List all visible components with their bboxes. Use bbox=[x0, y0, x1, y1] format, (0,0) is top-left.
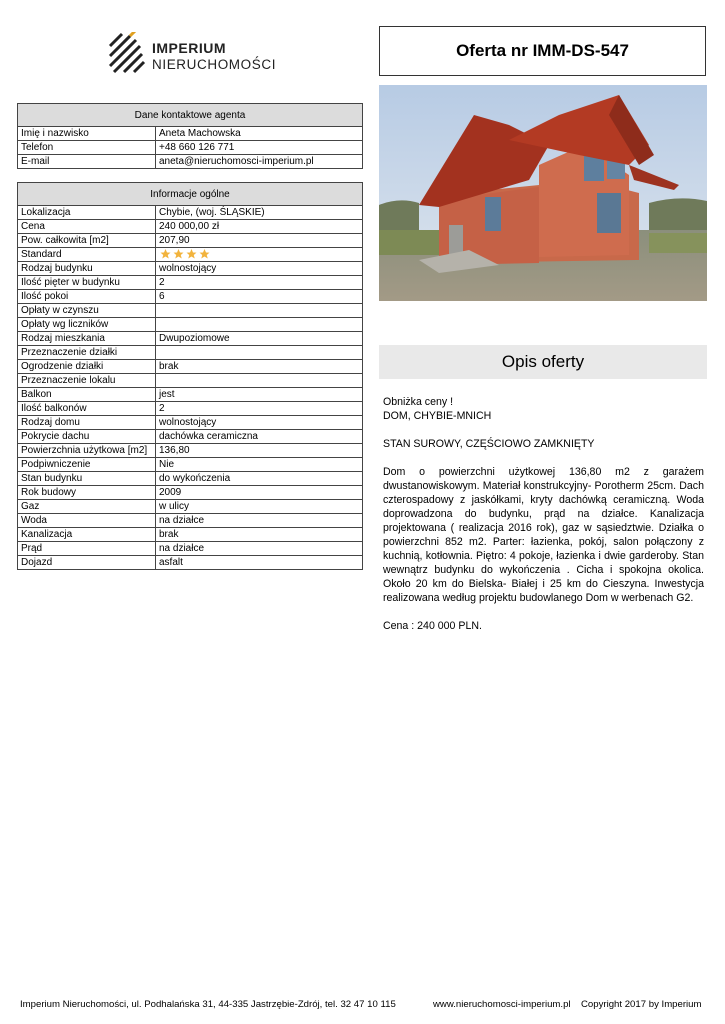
table-row bbox=[18, 542, 363, 556]
description-line-location: DOM, CHYBIE-MNICH bbox=[383, 410, 492, 422]
info-field-value: do wykończenia bbox=[156, 472, 363, 486]
logo-mark-icon bbox=[108, 32, 148, 76]
info-field-value: na działce bbox=[156, 514, 363, 528]
description-body bbox=[383, 395, 704, 647]
table-row bbox=[18, 486, 363, 500]
info-field-label: Kanalizacja bbox=[18, 528, 156, 542]
agent-field-label: Imię i nazwisko bbox=[18, 127, 156, 141]
info-field-value: asfalt bbox=[156, 556, 363, 570]
table-row bbox=[18, 388, 363, 402]
table-row bbox=[18, 276, 363, 290]
info-field-value bbox=[156, 304, 363, 318]
info-field-value bbox=[156, 346, 363, 360]
table-row bbox=[18, 262, 363, 276]
info-field-label: Podpiwniczenie bbox=[18, 458, 156, 472]
table-row bbox=[18, 528, 363, 542]
info-field-label: Cena bbox=[18, 220, 156, 234]
info-field-value: wolnostojący bbox=[156, 262, 363, 276]
info-field-value: na działce bbox=[156, 542, 363, 556]
info-field-value: 6 bbox=[156, 290, 363, 304]
property-photo bbox=[379, 85, 707, 301]
star-icon bbox=[198, 248, 211, 260]
table-row bbox=[18, 416, 363, 430]
table-row bbox=[18, 402, 363, 416]
table-row bbox=[18, 234, 363, 248]
info-field-label: Rodzaj budynku bbox=[18, 262, 156, 276]
info-field-value: brak bbox=[156, 360, 363, 374]
agent-field-label: Telefon bbox=[18, 141, 156, 155]
table-row bbox=[18, 556, 363, 570]
logo-text-nieruchomosci: NIERUCHOMOŚCI bbox=[152, 57, 277, 72]
offer-title: Oferta nr IMM-DS-547 bbox=[456, 41, 629, 60]
star-icon bbox=[159, 248, 172, 260]
footer-address: Imperium Nieruchomości, ul. Podhalańska 31, 44-335 Jastrzębie-Zdrój, tel. 32 47 10 115 bbox=[20, 999, 396, 1010]
description-text: Dom o powierzchni użytkowej 136,80 m2 z garażem dwustanowiskowym. Materiał konstrukcyjny- Porotherm 25cm. Dach czterospadowy z jaskółkami, kryty dachówką ceramiczną. Woda doprowadzona do budynku, prąd na działce. Kanalizacja projektowana ( realizacja 2016 rok), gaz w sąsiedztwie. Działka o powierzchni 852 m2. Parter: łazienka, pokój, salon połączony z kuchnią, kotłownia. Piętro: 4 pokoje, łazienka i dwie garderoby. Stan wewnątrz budynku do wykończenia . Cicha i spokojna okolica. Około 20 km do Bielska- Białej i 25 km do Cieszyna. Inwestycja realizowana według projektu budowlanego Dom w werbenach G2. bbox=[383, 466, 704, 604]
logo-text-imperium: IMPERIUM bbox=[152, 40, 226, 56]
info-field-label: Rodzaj domu bbox=[18, 416, 156, 430]
star-icon bbox=[172, 248, 185, 260]
info-field-value: Dwupoziomowe bbox=[156, 332, 363, 346]
info-field-label: Gaz bbox=[18, 500, 156, 514]
info-field-value: 2 bbox=[156, 276, 363, 290]
info-field-value: brak bbox=[156, 528, 363, 542]
star-icon bbox=[185, 248, 198, 260]
table-row bbox=[18, 346, 363, 360]
table-row bbox=[18, 141, 363, 155]
info-field-label: Dojazd bbox=[18, 556, 156, 570]
table-row bbox=[18, 304, 363, 318]
info-field-label: Ogrodzenie działki bbox=[18, 360, 156, 374]
info-field-label: Woda bbox=[18, 514, 156, 528]
table-row bbox=[18, 374, 363, 388]
agent-field-value: +48 660 126 771 bbox=[156, 141, 363, 155]
footer-website-link[interactable]: www.nieruchomosci-imperium.pl bbox=[433, 999, 571, 1010]
info-field-value: Nie bbox=[156, 458, 363, 472]
table-row bbox=[18, 472, 363, 486]
footer-copyright: Copyright 2017 by Imperium bbox=[581, 999, 702, 1010]
info-field-value: 2009 bbox=[156, 486, 363, 500]
info-field-label: Rodzaj mieszkania bbox=[18, 332, 156, 346]
general-table-header: Informacje ogólne bbox=[18, 183, 363, 206]
table-row bbox=[18, 155, 363, 169]
table-row bbox=[18, 290, 363, 304]
table-row bbox=[18, 248, 363, 262]
agent-contact-table bbox=[17, 103, 363, 169]
offer-title-box bbox=[379, 26, 706, 76]
agent-table-header: Dane kontaktowe agenta bbox=[18, 104, 363, 127]
info-field-label: Opłaty w czynszu bbox=[18, 304, 156, 318]
table-row bbox=[18, 332, 363, 346]
info-field-label: Standard bbox=[18, 248, 156, 262]
description-header bbox=[379, 345, 707, 379]
info-field-label: Stan budynku bbox=[18, 472, 156, 486]
table-row bbox=[18, 500, 363, 514]
table-row bbox=[18, 430, 363, 444]
info-field-label: Opłaty wg liczników bbox=[18, 318, 156, 332]
description-line-discount: Obniżka ceny ! bbox=[383, 396, 454, 408]
info-field-value: 240 000,00 zł bbox=[156, 220, 363, 234]
info-field-value bbox=[156, 318, 363, 332]
info-field-value: dachówka ceramiczna bbox=[156, 430, 363, 444]
info-field-value: jest bbox=[156, 388, 363, 402]
agent-field-value: Aneta Machowska bbox=[156, 127, 363, 141]
description-line-state: STAN SUROWY, CZĘŚCIOWO ZAMKNIĘTY bbox=[383, 438, 595, 450]
info-field-label: Pokrycie dachu bbox=[18, 430, 156, 444]
info-field-value: Chybie, (woj. ŚLĄSKIE) bbox=[156, 206, 363, 220]
info-field-label: Rok budowy bbox=[18, 486, 156, 500]
table-row bbox=[18, 514, 363, 528]
table-row bbox=[18, 444, 363, 458]
info-field-label: Powierzchnia użytkowa [m2] bbox=[18, 444, 156, 458]
description-title: Opis oferty bbox=[501, 352, 585, 371]
info-field-label: Prąd bbox=[18, 542, 156, 556]
info-field-label: Pow. całkowita [m2] bbox=[18, 234, 156, 248]
standard-rating bbox=[156, 248, 363, 262]
description-price: Cena : 240 000 PLN. bbox=[383, 620, 482, 632]
info-field-label: Ilość balkonów bbox=[18, 402, 156, 416]
info-field-label: Ilość pokoi bbox=[18, 290, 156, 304]
info-field-value: 136,80 bbox=[156, 444, 363, 458]
info-field-label: Ilość pięter w budynku bbox=[18, 276, 156, 290]
info-field-label: Przeznaczenie lokalu bbox=[18, 374, 156, 388]
general-info-table bbox=[17, 182, 363, 570]
table-row bbox=[18, 220, 363, 234]
info-field-label: Lokalizacja bbox=[18, 206, 156, 220]
table-row bbox=[18, 127, 363, 141]
table-row bbox=[18, 318, 363, 332]
info-field-label: Przeznaczenie działki bbox=[18, 346, 156, 360]
info-field-value: w ulicy bbox=[156, 500, 363, 514]
agent-field-value[interactable]: aneta@nieruchomosci-imperium.pl bbox=[156, 155, 363, 169]
table-row bbox=[18, 206, 363, 220]
table-row bbox=[18, 360, 363, 374]
agent-field-label: E-mail bbox=[18, 155, 156, 169]
info-field-label: Balkon bbox=[18, 388, 156, 402]
info-field-value: 2 bbox=[156, 402, 363, 416]
info-field-value bbox=[156, 374, 363, 388]
info-field-value: 207,90 bbox=[156, 234, 363, 248]
info-field-value: wolnostojący bbox=[156, 416, 363, 430]
company-logo bbox=[108, 32, 288, 76]
table-row bbox=[18, 458, 363, 472]
